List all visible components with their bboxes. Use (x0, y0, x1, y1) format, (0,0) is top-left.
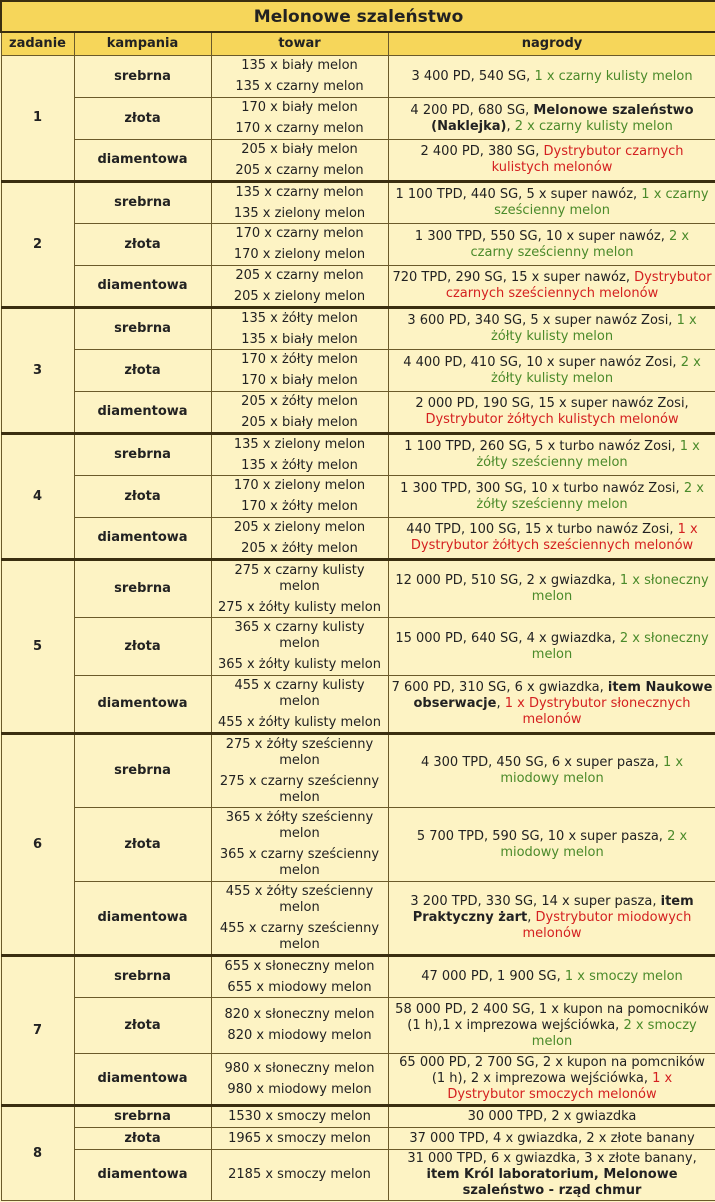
reward-text: 37 000 TPD, 4 x gwiazdka, 2 x złote banany (409, 1130, 695, 1146)
goods-item: 135 x żółty melon (241, 310, 358, 326)
goods-item: 455 x żółty kulisty melon (218, 714, 381, 730)
goods-item: 2185 x smoczy melon (228, 1167, 371, 1182)
reward-cell (388, 1054, 715, 1106)
goods-item: 205 x żółty melon (241, 393, 358, 409)
goods-item: 275 x żółty kulisty melon (218, 599, 381, 615)
reward-item-special: item Naukowe obserwacje (413, 680, 713, 711)
reward-text: 2 000 PD, 190 SG, 15 x super nawóz Zosi, (415, 396, 689, 411)
campaign-cell: złota (74, 224, 211, 266)
goods-cell (211, 350, 388, 392)
goods-item: 205 x biały melon (241, 414, 358, 430)
reward-item-bonus: 2 x miodowy melon (500, 828, 688, 860)
goods-cell (211, 956, 388, 998)
goods-cell (211, 1054, 388, 1106)
campaign-cell: srebrna (74, 560, 211, 618)
campaign-cell: złota (74, 618, 211, 676)
goods-cell (211, 224, 388, 266)
reward-text: 7 600 PD, 310 SG, 6 x gwiazdka, (391, 680, 608, 695)
table-row (1, 476, 715, 518)
goods-cell (211, 56, 388, 98)
task-number: 3 (1, 308, 74, 434)
table-row (1, 998, 715, 1054)
header-task: zadanie (1, 32, 74, 56)
reward-text: 5 700 TPD, 590 SG, 10 x super pasza, (416, 828, 668, 844)
reward-item-distributor: Dystrybutor czarnych kulistych melonów (491, 144, 684, 175)
goods-item: 1530 x smoczy melon (228, 1109, 371, 1124)
goods-cell (211, 1150, 388, 1201)
reward-text: 65 000 PD, 2 700 SG, 2 x kupon na pomcników (1 h), 2 x imprezowa wejściówka, (399, 1055, 705, 1086)
reward-cell (388, 56, 715, 98)
campaign-cell: srebrna (74, 734, 211, 808)
goods-cell (211, 308, 388, 350)
table-row (1, 266, 715, 308)
goods-cell (211, 98, 388, 140)
reward-text: 720 TPD, 290 SG, 15 x super nawóz, (392, 270, 635, 285)
task-number: 4 (1, 434, 74, 560)
reward-item-bonus: 2 x żółty sześcienny melon (476, 480, 704, 512)
campaign-cell: srebrna (74, 56, 211, 98)
reward-item-special: Melonowe szaleństwo (Naklejka) (431, 102, 694, 134)
campaign-cell: srebrna (74, 956, 211, 998)
campaign-cell: diamentowa (74, 392, 211, 434)
table-row (1, 1106, 715, 1128)
goods-item: 170 x czarny melon (235, 226, 364, 241)
goods-item: 135 x żółty melon (241, 457, 358, 473)
reward-cell (388, 1128, 715, 1150)
reward-cell (388, 734, 715, 808)
goods-cell (211, 1128, 388, 1150)
reward-cell (388, 182, 715, 224)
reward-item-bonus: 2 x czarny kulisty melon (514, 118, 673, 134)
reward-text: 58 000 PD, 2 400 SG, 1 x kupon na pomocników (1 h),1 x imprezowa wejściówka, (395, 1001, 709, 1033)
reward-text: 4 400 PD, 410 SG, 10 x super nawóz Zosi, (403, 354, 681, 370)
reward-item-distributor: Dystrybutor czarnych sześciennych melonów (445, 270, 712, 301)
goods-cell (211, 618, 388, 676)
goods-item: 170 x żółty melon (241, 499, 358, 514)
campaign-cell: diamentowa (74, 266, 211, 308)
header-goods: towar (211, 32, 388, 56)
reward-item-bonus: 1 x miodowy melon (500, 755, 684, 786)
reward-text: 3 600 PD, 340 SG, 5 x super nawóz Zosi, (407, 313, 677, 328)
campaign-cell: srebrna (74, 434, 211, 476)
campaign-cell: złota (74, 808, 211, 882)
goods-cell (211, 434, 388, 476)
reward-item-bonus: 2 x słoneczny melon (531, 630, 709, 662)
table-row (1, 882, 715, 956)
task-number: 6 (1, 734, 74, 956)
header-rewards: nagrody (388, 32, 715, 56)
goods-cell (211, 392, 388, 434)
goods-item: 135 x zielony melon (233, 436, 366, 452)
campaign-cell: złota (74, 476, 211, 518)
campaign-cell: srebrna (74, 1106, 211, 1128)
table-row (1, 98, 715, 140)
table-row (1, 956, 715, 998)
page-title: Melonowe szaleństwo (1, 1, 715, 32)
goods-item: 820 x miodowy melon (227, 1028, 372, 1043)
reward-item-bonus: 1 x słoneczny melon (531, 573, 709, 604)
goods-item: 170 x żółty melon (241, 352, 358, 367)
reward-cell (388, 392, 715, 434)
reward-cell (388, 808, 715, 882)
campaign-cell: diamentowa (74, 882, 211, 956)
table-row (1, 560, 715, 618)
reward-cell (388, 676, 715, 734)
goods-item: 205 x zielony melon (233, 519, 366, 535)
goods-item: 205 x czarny melon (235, 267, 364, 283)
reward-cell (388, 560, 715, 618)
reward-cell (388, 434, 715, 476)
table-body (1, 56, 715, 1201)
goods-item: 980 x miodowy melon (227, 1081, 372, 1097)
goods-item: 365 x czarny kulisty melon (234, 620, 365, 651)
reward-item-bonus: 1 x żółty kulisty melon (490, 313, 697, 344)
reward-text: 31 000 TPD, 6 x gwiazdka, 3 x złote banany, (407, 1151, 697, 1166)
campaign-cell: diamentowa (74, 140, 211, 182)
reward-cell (388, 518, 715, 560)
reward-item-bonus: 1 x żółty sześcienny melon (476, 439, 700, 470)
reward-item-distributor: 1 x Dystrybutor słonecznych melonów (504, 696, 691, 727)
goods-cell (211, 182, 388, 224)
task-number: 5 (1, 560, 74, 734)
goods-cell (211, 140, 388, 182)
reward-text: 3 200 TPD, 330 SG, 14 x super pasza, (410, 894, 661, 909)
goods-item: 170 x zielony melon (233, 247, 366, 262)
campaign-cell: srebrna (74, 182, 211, 224)
reward-cell (388, 98, 715, 140)
reward-text: 1 100 TPD, 260 SG, 5 x turbo nawóz Zosi, (404, 439, 680, 454)
goods-cell (211, 476, 388, 518)
goods-item: 275 x czarny kulisty melon (234, 562, 365, 594)
table-row (1, 518, 715, 560)
goods-cell (211, 518, 388, 560)
reward-cell (388, 224, 715, 266)
reward-item-distributor: Dystrybutor żółtych kulistych melonów (425, 412, 679, 427)
task-number: 1 (1, 56, 74, 182)
goods-item: 1965 x smoczy melon (228, 1130, 371, 1146)
campaign-cell: złota (74, 1128, 211, 1150)
reward-cell (388, 1106, 715, 1128)
reward-cell (388, 998, 715, 1054)
goods-item: 275 x czarny sześcienny melon (219, 773, 380, 805)
reward-item-distributor: Dystrybutor miodowych melonów (522, 910, 692, 941)
task-number: 7 (1, 956, 74, 1106)
reward-item-distributor: 1 x Dystrybutor smoczych melonów (447, 1071, 673, 1102)
reward-text: , (527, 910, 536, 925)
goods-item: 135 x biały melon (241, 331, 358, 347)
goods-item: 365 x czarny sześcienny melon (219, 847, 380, 878)
reward-text: 3 400 PD, 540 SG, (411, 68, 535, 84)
goods-item: 455 x żółty sześcienny melon (225, 883, 374, 915)
task-number: 2 (1, 182, 74, 308)
reward-text: 2 400 PD, 380 SG, (420, 144, 544, 159)
reward-item-bonus: 1 x czarny sześcienny melon (494, 187, 709, 218)
goods-item: 135 x czarny melon (235, 184, 364, 200)
reward-cell (388, 882, 715, 956)
table-row (1, 182, 715, 224)
reward-cell (388, 618, 715, 676)
reward-cell (388, 140, 715, 182)
reward-text: 1 300 TPD, 300 SG, 10 x turbo nawóz Zosi, (400, 480, 684, 496)
reward-text: 47 000 PD, 1 900 SG, (421, 969, 565, 984)
table-row (1, 224, 715, 266)
goods-cell (211, 266, 388, 308)
campaign-cell: diamentowa (74, 518, 211, 560)
goods-cell (211, 560, 388, 618)
goods-item: 170 x zielony melon (233, 478, 366, 493)
reward-cell (388, 1150, 715, 1201)
reward-item-bonus: 1 x smoczy melon (564, 969, 683, 984)
reward-text: 4 300 TPD, 450 SG, 6 x super pasza, (420, 755, 663, 770)
goods-item: 655 x słoneczny melon (224, 958, 375, 974)
reward-item-distributor: 1 x Dystrybutor żółtych sześciennych melonów (410, 522, 698, 553)
reward-text: 15 000 PD, 640 SG, 4 x gwiazdka, (395, 630, 620, 646)
goods-item: 365 x żółty sześcienny melon (225, 810, 374, 841)
goods-cell (211, 734, 388, 808)
reward-text: , (506, 118, 515, 134)
reward-cell (388, 476, 715, 518)
header-campaign: kampania (74, 32, 211, 56)
table-row (1, 618, 715, 676)
table-row (1, 350, 715, 392)
table-row (1, 734, 715, 808)
goods-item: 655 x miodowy melon (227, 979, 372, 995)
reward-text: 440 TPD, 100 SG, 15 x turbo nawóz Zosi, (406, 522, 678, 537)
goods-item: 205 x zielony melon (233, 288, 366, 304)
goods-item: 275 x żółty sześcienny melon (225, 736, 374, 768)
goods-item: 455 x czarny kulisty melon (234, 677, 365, 709)
reward-text: 12 000 PD, 510 SG, 2 x gwiazdka, (395, 573, 620, 588)
reward-item-bonus: 2 x smoczy melon (531, 1017, 697, 1049)
goods-item: 135 x zielony melon (233, 205, 366, 221)
goods-item: 205 x biały melon (241, 141, 358, 157)
goods-cell (211, 882, 388, 956)
table-row (1, 1150, 715, 1201)
goods-cell (211, 808, 388, 882)
goods-item: 170 x biały melon (241, 373, 358, 388)
goods-item: 365 x żółty kulisty melon (218, 657, 381, 672)
reward-cell (388, 308, 715, 350)
campaign-cell: diamentowa (74, 676, 211, 734)
reward-item-bonus: 2 x czarny sześcienny melon (470, 228, 690, 260)
campaign-cell: złota (74, 350, 211, 392)
reward-text: 1 100 TPD, 440 SG, 5 x super nawóz, (395, 187, 642, 202)
table-row (1, 56, 715, 98)
reward-item-special: item Praktyczny żart (412, 894, 694, 925)
campaign-cell: diamentowa (74, 1054, 211, 1106)
reward-cell (388, 956, 715, 998)
goods-item: 170 x czarny melon (235, 121, 364, 136)
table-row (1, 1128, 715, 1150)
goods-item: 820 x słoneczny melon (224, 1007, 375, 1022)
table-row (1, 1054, 715, 1106)
goods-item: 170 x biały melon (241, 100, 358, 115)
reward-text: 30 000 TPD, 2 x gwiazdka (467, 1109, 637, 1124)
goods-cell (211, 998, 388, 1054)
goods-item: 135 x czarny melon (235, 79, 364, 94)
reward-item-special: item Król laboratorium, Melonowe szaleństwo - rząd chmur (426, 1167, 678, 1198)
table-row (1, 676, 715, 734)
reward-cell (388, 350, 715, 392)
task-number: 8 (1, 1106, 74, 1201)
goods-item: 980 x słoneczny melon (224, 1060, 375, 1076)
goods-item: 455 x czarny sześcienny melon (219, 920, 380, 952)
reward-text: 4 200 PD, 680 SG, (410, 102, 534, 118)
campaign-cell: złota (74, 998, 211, 1054)
table-row (1, 434, 715, 476)
table-row (1, 140, 715, 182)
reward-cell (388, 266, 715, 308)
campaign-cell: złota (74, 98, 211, 140)
table-row (1, 808, 715, 882)
reward-text: , (496, 696, 505, 711)
goods-item: 205 x żółty melon (241, 540, 358, 556)
campaign-cell: diamentowa (74, 1150, 211, 1201)
reward-text: 1 300 TPD, 550 SG, 10 x super nawóz, (414, 228, 669, 244)
goods-cell (211, 1106, 388, 1128)
table-row (1, 392, 715, 434)
reward-item-bonus: 1 x czarny kulisty melon (534, 68, 693, 84)
table-row (1, 308, 715, 350)
campaign-cell: srebrna (74, 308, 211, 350)
goods-item: 205 x czarny melon (235, 162, 364, 178)
reward-item-bonus: 2 x żółty kulisty melon (490, 354, 701, 386)
goods-cell (211, 676, 388, 734)
goods-item: 135 x biały melon (241, 58, 358, 73)
